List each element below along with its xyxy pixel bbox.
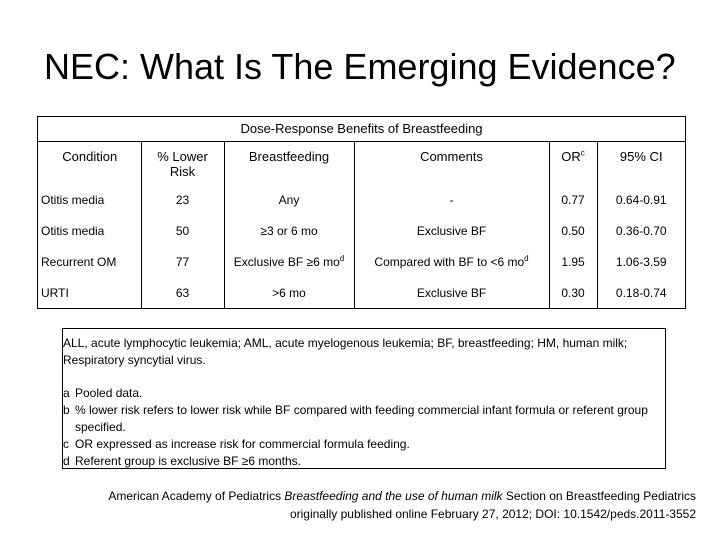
- citation-line-2: originally published online February 27, 2012; DOI: 10.1542/peds.2011-3552: [289, 507, 696, 521]
- cell-comments: Exclusive BF: [354, 277, 549, 308]
- cell-condition: Otitis media: [41, 192, 105, 207]
- cell-lower-risk: 77: [141, 246, 224, 277]
- footnote-item: [63, 385, 665, 402]
- table-row: [38, 277, 685, 308]
- header-ci: 95% CI: [597, 142, 685, 184]
- cell-comments-sup: d: [524, 253, 529, 263]
- cell-breastfeeding: ≥3 or 6 mo: [224, 215, 354, 246]
- cell-or: 0.77: [549, 184, 597, 215]
- header-or-label: OR: [561, 149, 581, 164]
- header-or: [549, 142, 597, 184]
- cell-or: 0.30: [549, 277, 597, 308]
- notes-spacer: [63, 369, 665, 385]
- cell-or: 0.50: [549, 215, 597, 246]
- cell-lower-risk: 63: [141, 277, 224, 308]
- footnote-text: % lower risk refers to lower risk while BF compared with feeding commercial infant formula or referent group specified.: [75, 403, 648, 434]
- footnote-text: OR expressed as increase risk for commercial formula feeding.: [75, 437, 410, 451]
- cell-ci: 0.64-0.91: [597, 184, 685, 215]
- cell-ci: 0.36-0.70: [597, 215, 685, 246]
- table-row: [38, 184, 685, 215]
- header-condition: Condition: [62, 149, 118, 164]
- table-row: [38, 246, 685, 277]
- citation-line-1: [40, 487, 696, 505]
- footnote-letter: a: [63, 386, 70, 400]
- footnote-text: Pooled data.: [75, 386, 143, 400]
- footnote-letter: d: [63, 454, 70, 468]
- footnotes-box: [62, 328, 666, 469]
- data-table: [38, 142, 685, 308]
- cell-comments: -: [354, 184, 549, 215]
- header-lower-risk: % Lower Risk: [141, 142, 224, 184]
- citation-work: Breastfeeding and the use of human milk: [284, 489, 503, 503]
- abbreviations-note: ALL, acute lymphocytic leukemia; AML, acute myelogenous leukemia; BF, breastfeeding; HM, human milk; Respiratory syncytial virus.: [63, 336, 628, 367]
- table-caption: Dose-Response Benefits of Breastfeeding: [38, 117, 685, 142]
- citation-section: Section on Breastfeeding Pediatrics: [502, 489, 696, 503]
- cell-lower-risk: 50: [141, 215, 224, 246]
- cell-comments-text: Compared with BF to <6 mo: [374, 254, 525, 269]
- dose-response-table: [37, 116, 686, 309]
- cell-lower-risk: 23: [141, 184, 224, 215]
- citation-org: American Academy of Pediatrics: [108, 489, 285, 503]
- footnote-item: [63, 453, 665, 470]
- cell-breastfeeding: >6 mo: [224, 277, 354, 308]
- cell-condition: Otitis media: [41, 223, 105, 238]
- header-comments: Comments: [354, 142, 549, 184]
- cell-breastfeeding-sup: d: [339, 253, 345, 263]
- cell-ci: 0.18-0.74: [597, 277, 685, 308]
- footnote-item: [63, 402, 665, 436]
- header-or-sup: c: [580, 148, 585, 158]
- cell-breastfeeding: [224, 246, 354, 277]
- footnote-letter: b: [63, 403, 70, 417]
- header-breastfeeding: Breastfeeding: [224, 142, 354, 184]
- cell-ci: 1.06-3.59: [597, 246, 685, 277]
- footnote-text: Referent group is exclusive BF ≥6 months.: [75, 454, 302, 468]
- table-row: [38, 215, 685, 246]
- slide-title: NEC: What Is The Emerging Evidence?: [44, 46, 676, 87]
- footnote-item: [63, 436, 665, 453]
- header-row: [38, 142, 685, 184]
- cell-comments: Exclusive BF: [354, 215, 549, 246]
- cell-comments: [354, 246, 549, 277]
- cell-or: 1.95: [549, 246, 597, 277]
- cell-condition: Recurrent OM: [41, 254, 117, 269]
- cell-condition: URTI: [41, 285, 69, 300]
- cell-breastfeeding-text: Exclusive BF ≥6 mo: [233, 254, 340, 269]
- citation: [40, 487, 696, 523]
- footnote-letter: c: [63, 437, 69, 451]
- cell-breastfeeding: Any: [224, 184, 354, 215]
